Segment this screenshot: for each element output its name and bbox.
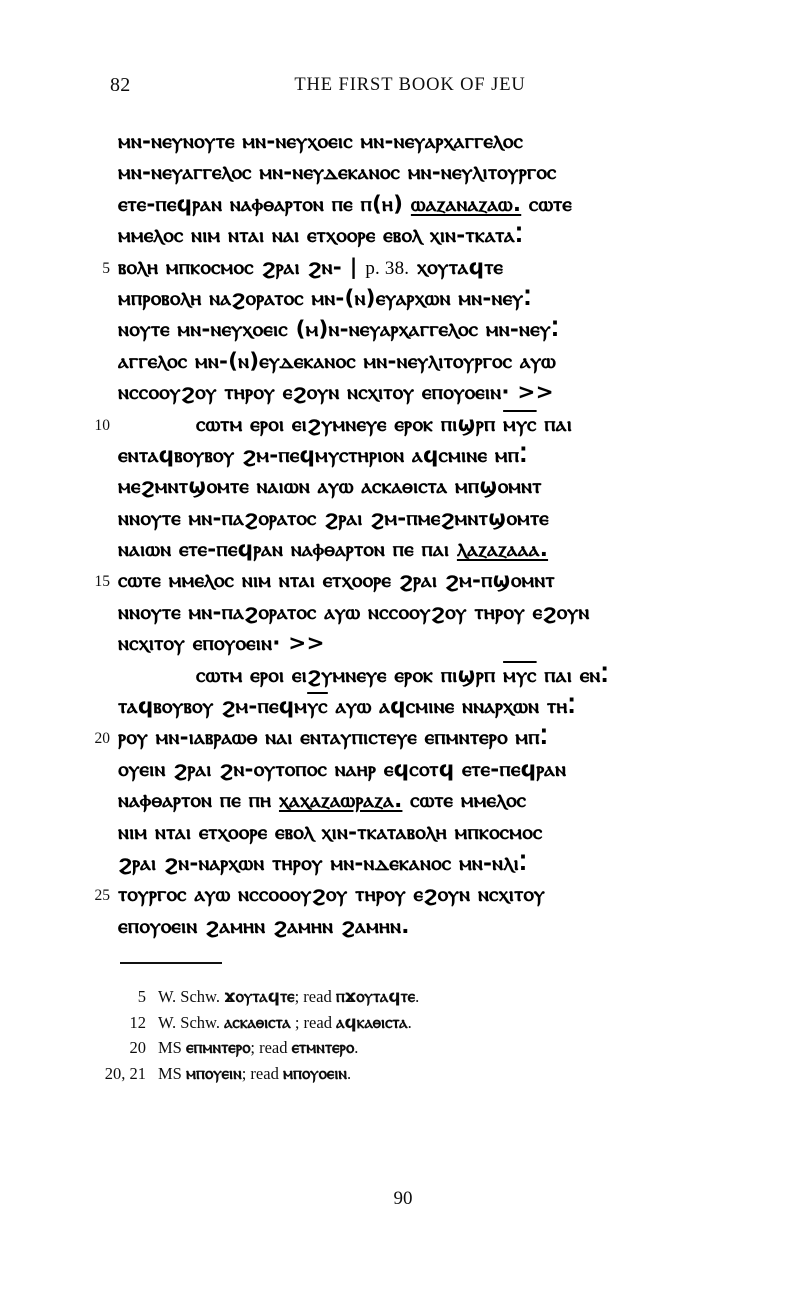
apparatus-body — [158, 984, 419, 1011]
text-line — [84, 189, 744, 220]
text-line — [84, 157, 744, 188]
text-line — [84, 848, 744, 879]
apparatus-terminator: . — [347, 1063, 352, 1083]
coptic-line-text: ⲙⲙⲉⲗⲟⲥ ⲛⲓⲙ ⲛⲧⲁⲓ ⲛⲁⲓ ⲉⲧⲭⲟⲟⲣⲉ ⲉⲃⲟⲗ ⲭⲓⲛ-ⲧⲕⲁⲧⲁ⁚ — [118, 223, 524, 249]
apparatus-separator: ; read — [290, 1012, 337, 1032]
coptic-line-text: ⲥⲱⲧⲙ ⲉⲣⲟⲓ ⲉⲓϩⲩⲙⲛⲉⲩⲉ ⲉⲣⲟⲕ ⲡⲓϣⲣⲡ ⲙⲩⲥ ⲡⲁⲓ ⲉⲛ⁚ — [196, 662, 609, 688]
text-line — [84, 722, 744, 753]
apparatus-line-ref: 20, 21 — [104, 1063, 146, 1083]
coptic-line-text: ⲛⲛⲟⲩⲧⲉ ⲙⲛ-ⲡⲁϩⲟⲣⲁⲧⲟⲥ ⲁⲩⲱ ⲛⲥⲥⲟⲟⲩϩⲟⲩ ⲧⲏⲣⲟⲩ ⲉϩⲟⲩⲛ — [118, 599, 590, 625]
coptic-line-text: ⲙⲛ-ⲛⲉⲩⲛⲟⲩⲧⲉ ⲙⲛ-ⲛⲉⲩⲭⲟⲉⲓⲥ ⲙⲛ-ⲛⲉⲩⲁⲣⲭⲁⲅⲅⲉⲗⲟⲥ — [118, 129, 524, 154]
apparatus-line-ref: 12 — [129, 1012, 146, 1032]
coptic-line-text: ⲙⲡⲣⲟⲃⲟⲗⲏ ⲛⲁϩⲟⲣⲁⲧⲟⲥ ⲙⲛ-(ⲛ)ⲉⲩⲁⲣⲭⲱⲛ ⲙⲛ-ⲛⲉⲩ⁚ — [118, 285, 532, 311]
apparatus-line-ref: 5 — [137, 987, 146, 1006]
coptic-line-text: ⲛⲟⲩⲧⲉ ⲙⲛ-ⲛⲉⲩⲭⲟⲉⲓⲥ (ⲙ)ⲛ-ⲛⲉⲩⲁⲣⲭⲁⲅⲅⲉⲗⲟⲥ ⲙⲛ-ⲛⲉⲩ⁚ — [118, 317, 560, 343]
text-line — [84, 409, 744, 440]
apparatus-terminator: . — [415, 987, 420, 1006]
text-line — [84, 785, 744, 816]
critical-apparatus — [84, 984, 744, 1086]
apparatus-body — [158, 1061, 351, 1088]
text-line — [84, 911, 744, 942]
text-line — [84, 283, 744, 314]
text-line — [84, 534, 744, 565]
text-line — [84, 628, 744, 659]
apparatus-separator: ; read — [241, 1063, 283, 1083]
coptic-text-block — [84, 126, 744, 942]
coptic-line-text: ⲙⲉϩⲙⲛⲧϣⲟⲙⲧⲉ ⲛⲁⲓⲱⲛ ⲁⲩⲱ ⲁⲥⲕⲁⲑⲓⲥⲧⲁ ⲙⲡϣⲟⲙⲛⲧ — [118, 474, 542, 500]
coptic-line-text: ϩⲣⲁⲓ ϩⲛ-ⲛⲁⲣⲭⲱⲛ ⲧⲏⲣⲟⲩ ⲙⲛ-ⲛⲇⲉⲕⲁⲛⲟⲥ ⲙⲛ-ⲛⲗⲓ⁚ — [118, 850, 528, 876]
page-title: THE FIRST BOOK OF JEU — [294, 75, 526, 95]
apparatus-correction: ⲁϥⲕⲁⲑⲓⲥⲧⲁ — [336, 1012, 408, 1033]
apparatus-correction: ⲡϫⲟⲩⲧⲁϥⲧⲉ — [335, 987, 416, 1007]
apparatus-separator: ; read — [250, 1038, 292, 1057]
nomen-sacrum: ⲙⲩⲥ — [503, 662, 537, 688]
coptic-line-text: ⲛⲥⲭⲓⲧⲟⲩ ⲉⲡⲟⲩⲟⲉⲓⲛ· >> — [118, 631, 325, 657]
apparatus-rule — [120, 962, 222, 964]
apparatus-terminator: . — [407, 1012, 412, 1032]
text-line — [84, 503, 744, 534]
text-line — [84, 346, 744, 377]
line-number: 25 — [94, 887, 110, 905]
running-head — [110, 74, 710, 98]
coptic-line-text: ⲉⲛⲧⲁϥⲃⲟⲩⲃⲟⲩ ϩⲙ-ⲡⲉϥⲙⲩⲥⲧⲏⲣⲓⲟⲛ ⲁϥⲥⲙⲓⲛⲉ ⲙⲡ⁚ — [118, 442, 528, 468]
apparatus-siglum: MS — [158, 1063, 186, 1083]
text-line — [84, 879, 744, 910]
text-line — [84, 817, 744, 848]
coptic-line-text: ⲉⲧⲉ-ⲡⲉϥⲣⲁⲛ ⲛⲁⲫⲑⲁⲣⲧⲟⲛ ⲡⲉ ⲡ(ⲏ) ⲱⲁⲍⲁⲛⲁⲍⲁⲱ. ⲥⲱⲧⲉ — [118, 191, 572, 217]
text-line — [84, 565, 744, 596]
coptic-line-text: ⲛⲓⲙ ⲛⲧⲁⲓ ⲉⲧⲭⲟⲟⲣⲉ ⲉⲃⲟⲗ ⲭⲓⲛ-ⲧⲕⲁⲧⲁⲃⲟⲗⲏ ⲙⲡⲕⲟⲥⲙⲟⲥ — [118, 819, 543, 845]
coptic-line-text: ⲟⲩⲉⲓⲛ ϩⲣⲁⲓ ϩⲛ-ⲟⲩⲧⲟⲡⲟⲥ ⲛⲁⲏⲣ ⲉϥⲥⲟⲧϥ ⲉⲧⲉ-ⲡⲉϥⲣⲁⲛ — [118, 756, 567, 782]
vox-magica: ⲗⲁⲍⲁⲍⲁⲁⲁ. — [456, 537, 549, 563]
text-line — [84, 377, 744, 408]
coptic-line-text: ⲛⲁⲓⲱⲛ ⲉⲧⲉ-ⲡⲉϥⲣⲁⲛ ⲛⲁⲫⲑⲁⲣⲧⲟⲛ ⲡⲉ ⲡⲁⲓ ⲗⲁⲍⲁⲍⲁⲁⲁ. — [118, 537, 549, 563]
apparatus-entry — [84, 1061, 744, 1087]
footer-page-number: 90 — [393, 1188, 413, 1209]
coptic-line-text: ⲥⲱⲧⲙ ⲉⲣⲟⲓ ⲉⲓϩⲩⲙⲛⲉⲩⲉ ⲉⲣⲟⲕ ⲡⲓϣⲣⲡ ⲙⲩⲥ ⲡⲁⲓ — [196, 411, 573, 437]
apparatus-entry — [84, 1035, 744, 1061]
apparatus-body — [158, 1010, 412, 1037]
apparatus-correction: ⲉⲧⲙⲛⲧⲉⲣⲟ — [291, 1038, 355, 1058]
coptic-line-text: ⲛⲥⲥⲟⲟⲩϩⲟⲩ ⲧⲏⲣⲟⲩ ⲉϩⲟⲩⲛ ⲛⲥⲭⲓⲧⲟⲩ ⲉⲡⲟⲩⲟⲉⲓⲛ· >> — [118, 380, 554, 406]
apparatus-reading: ⲉⲡⲙⲛⲧⲉⲣⲟ — [185, 1038, 251, 1058]
text-line — [84, 126, 744, 157]
coptic-line-text: ⲙⲛ-ⲛⲉⲩⲁⲅⲅⲉⲗⲟⲥ ⲙⲛ-ⲛⲉⲩⲇⲉⲕⲁⲛⲟⲥ ⲙⲛ-ⲛⲉⲩⲗⲓⲧⲟⲩⲣⲅⲟⲥ — [118, 160, 557, 186]
apparatus-separator: ; read — [294, 987, 336, 1006]
text-line — [84, 440, 744, 471]
apparatus-reading: ⲁⲥⲕⲁⲑⲓⲥⲧⲁ — [224, 1012, 291, 1033]
text-line — [84, 597, 744, 628]
coptic-line-text: ⲃⲟⲗⲏ ⲙⲡⲕⲟⲥⲙⲟⲥ ϩⲣⲁⲓ ϩⲛ- | p. 38. ⲭⲟⲩⲧⲁϥⲧⲉ — [118, 254, 504, 280]
apparatus-entry — [84, 1010, 744, 1036]
text-line — [84, 252, 744, 283]
coptic-line-text: ⲥⲱⲧⲉ ⲙⲙⲉⲗⲟⲥ ⲛⲓⲙ ⲛⲧⲁⲓ ⲉⲧⲭⲟⲟⲣⲉ ϩⲣⲁⲓ ϩⲙ-ⲡϣⲟⲙⲛⲧ — [118, 568, 555, 594]
nomen-sacrum: ⲙⲩⲥ — [503, 411, 537, 437]
apparatus-siglum: W. Schw. — [158, 987, 225, 1006]
apparatus-reading: ⲙⲡⲟⲩⲉⲓⲛ — [185, 1063, 242, 1084]
coptic-line-text: ⲉⲡⲟⲩⲟⲉⲓⲛ ϩⲁⲙⲏⲛ ϩⲁⲙⲏⲛ ϩⲁⲙⲏⲛ. — [118, 913, 410, 939]
apparatus-siglum: W. Schw. — [158, 1012, 225, 1032]
coptic-line-text: ⲛⲁⲫⲑⲁⲣⲧⲟⲛ ⲡⲉ ⲡⲏ ⲭⲁⲭⲁⲍⲁⲱⲣⲁⲍⲁ. ⲥⲱⲧⲉ ⲙⲙⲉⲗⲟⲥ — [118, 788, 527, 814]
coptic-line-text: ⲧⲟⲩⲣⲅⲟⲥ ⲁⲩⲱ ⲛⲥⲥⲟⲟⲟⲩϩⲟⲩ ⲧⲏⲣⲟⲩ ⲉϩⲟⲩⲛ ⲛⲥⲭⲓⲧⲟⲩ — [118, 882, 545, 908]
apparatus-terminator: . — [354, 1038, 359, 1057]
text-line — [84, 220, 744, 251]
apparatus-reading: ϫⲟⲩⲧⲁϥⲧⲉ — [224, 987, 295, 1007]
coptic-line-text: ⲣⲟⲩ ⲙⲛ-ⲓⲁⲃⲣⲁⲱⲑ ⲛⲁⲓ ⲉⲛⲧⲁⲩⲡⲓⲥⲧⲉⲩⲉ ⲉⲡⲙⲛⲧⲉⲣⲟ ⲙⲡ⁚ — [118, 725, 549, 751]
apparatus-body — [158, 1035, 358, 1062]
coptic-line-text: ⲧⲁϥⲃⲟⲩⲃⲟⲩ ϩⲙ-ⲡⲉϥⲙⲩⲥ ⲁⲩⲱ ⲁϥⲥⲙⲓⲛⲉ ⲛⲛⲁⲣⲭⲱⲛ ⲧⲏ⁚ — [118, 694, 576, 720]
apparatus-entry — [84, 984, 744, 1010]
manuscript-page-reference: p. 38. — [365, 257, 410, 279]
vox-magica: ⲱⲁⲍⲁⲛⲁⲍⲁⲱ. — [410, 191, 522, 217]
folio-number: 82 — [110, 74, 131, 96]
text-line — [84, 660, 744, 691]
line-number: 20 — [94, 730, 110, 748]
coptic-line-text: ⲛⲛⲟⲩⲧⲉ ⲙⲛ-ⲡⲁϩⲟⲣⲁⲧⲟⲥ ϩⲣⲁⲓ ϩⲙ-ⲡⲙⲉϩⲙⲛⲧϣⲟⲙⲧⲉ — [118, 505, 549, 531]
apparatus-line-ref: 20 — [129, 1038, 146, 1057]
line-number: 10 — [94, 416, 110, 434]
text-line — [84, 314, 744, 345]
line-number: 5 — [102, 259, 110, 277]
text-line — [84, 754, 744, 785]
nomen-sacrum: ⲩⲥ — [307, 694, 328, 720]
line-number: 15 — [94, 573, 110, 591]
text-line — [84, 471, 744, 502]
coptic-line-text: ⲁⲅⲅⲉⲗⲟⲥ ⲙⲛ-(ⲛ)ⲉⲩⲇⲉⲕⲁⲛⲟⲥ ⲙⲛ-ⲛⲉⲩⲗⲓⲧⲟⲩⲣⲅⲟⲥ ⲁⲩⲱ — [118, 348, 557, 374]
apparatus-siglum: MS — [158, 1038, 186, 1057]
vox-magica: ⲭⲁⲭⲁⲍⲁⲱⲣⲁⲍⲁ. — [278, 788, 403, 814]
text-line — [84, 691, 744, 722]
apparatus-correction: ⲙⲡⲟⲩⲟⲉⲓⲛ — [282, 1063, 347, 1084]
